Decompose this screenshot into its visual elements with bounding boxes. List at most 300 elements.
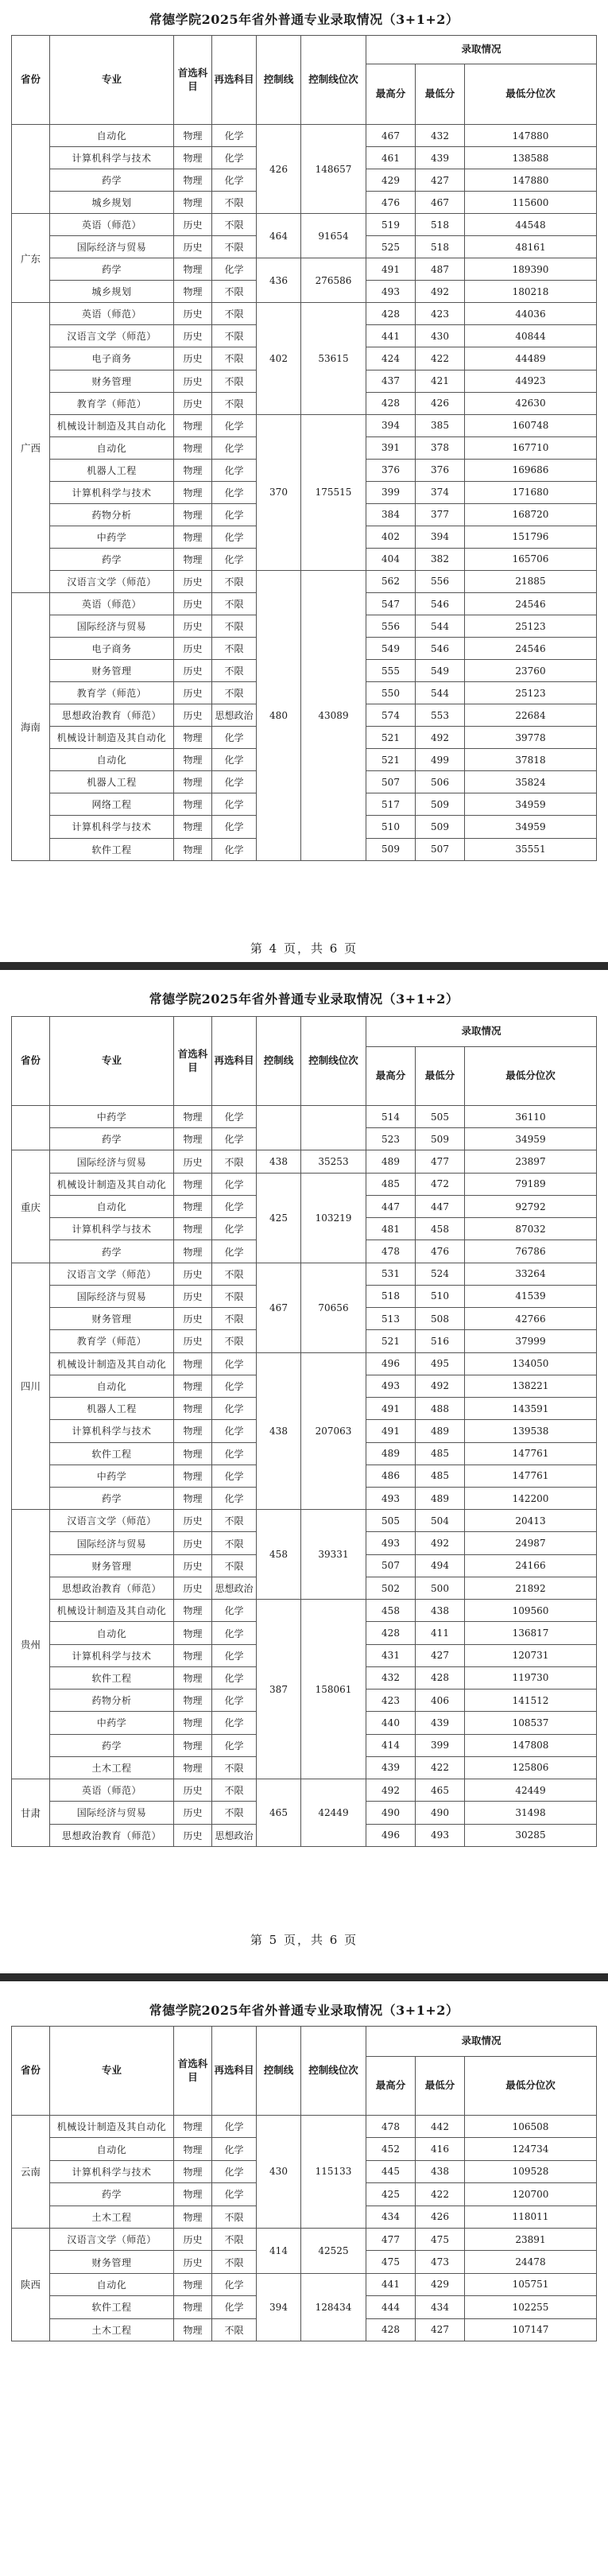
first-subject-cell: 历史	[174, 325, 212, 347]
header-max-score: 最高分	[366, 1047, 416, 1106]
control-rank-cell: 35253	[301, 1150, 366, 1173]
min-score-cell: 489	[416, 1487, 465, 1509]
min-rank-cell: 143591	[465, 1398, 597, 1420]
header-max-score: 最高分	[366, 64, 416, 125]
min-rank-cell: 42766	[465, 1308, 597, 1330]
max-score-cell: 510	[366, 816, 416, 838]
max-score-cell: 505	[366, 1510, 416, 1532]
second-subject-cell: 不限	[212, 1554, 257, 1577]
first-subject-cell: 物理	[174, 1734, 212, 1756]
major-cell: 软件工程	[50, 2296, 174, 2318]
control-rank-cell: 148657	[301, 125, 366, 214]
max-score-cell: 491	[366, 1420, 416, 1442]
control-line-cell: 436	[257, 258, 301, 303]
major-cell: 机器人工程	[50, 771, 174, 793]
min-score-cell: 428	[416, 1666, 465, 1689]
max-score-cell: 399	[366, 481, 416, 503]
second-subject-cell: 不限	[212, 1285, 257, 1307]
page-footer: 第 4 页，共 6 页	[250, 941, 358, 956]
min-rank-cell: 147808	[465, 1734, 597, 1756]
header-control-rank: 控制线位次	[301, 1017, 366, 1106]
first-subject-cell: 物理	[174, 414, 212, 436]
min-rank-cell: 138221	[465, 1375, 597, 1397]
max-score-cell: 491	[366, 1398, 416, 1420]
min-score-cell: 394	[416, 526, 465, 548]
min-score-cell: 544	[416, 682, 465, 704]
max-score-cell: 496	[366, 1824, 416, 1846]
major-cell: 机械设计制造及其自动化	[50, 1173, 174, 1195]
max-score-cell: 425	[366, 2183, 416, 2206]
control-line-cell: 464	[257, 214, 301, 258]
first-subject-cell: 物理	[174, 727, 212, 749]
page-title: 常德学院2025年省外普通专业录取情况（3+1+2）	[149, 2003, 459, 2018]
second-subject-cell: 化学	[212, 169, 257, 192]
first-subject-cell: 历史	[174, 638, 212, 660]
second-subject-cell: 不限	[212, 682, 257, 704]
first-subject-cell: 物理	[174, 125, 212, 147]
min-rank-cell: 119730	[465, 1666, 597, 1689]
second-subject-cell: 化学	[212, 2183, 257, 2206]
max-score-cell: 556	[366, 615, 416, 638]
table-row	[12, 1352, 597, 1375]
control-rank-cell	[301, 1106, 366, 1150]
header-major: 专业	[50, 2027, 174, 2116]
control-line-cell: 458	[257, 1510, 301, 1600]
control-rank-cell: 42525	[301, 2228, 366, 2273]
header-min-score: 最低分	[416, 2057, 465, 2116]
max-score-cell: 485	[366, 1173, 416, 1195]
second-subject-cell: 化学	[212, 258, 257, 281]
min-score-cell: 509	[416, 1128, 465, 1150]
first-subject-cell: 物理	[174, 2138, 212, 2160]
min-score-cell: 492	[416, 1375, 465, 1397]
min-rank-cell: 31498	[465, 1802, 597, 1824]
min-rank-cell: 102255	[465, 2296, 597, 2318]
max-score-cell: 492	[366, 1779, 416, 1802]
admission-table	[11, 2026, 597, 2341]
table-row	[12, 414, 597, 436]
second-subject-cell: 不限	[212, 392, 257, 414]
first-subject-cell: 物理	[174, 1690, 212, 1712]
min-score-cell: 438	[416, 2160, 465, 2182]
second-subject-cell: 不限	[212, 2251, 257, 2273]
min-score-cell: 476	[416, 1240, 465, 1263]
second-subject-cell: 化学	[212, 1106, 257, 1128]
major-cell: 思想政治教育（师范）	[50, 704, 174, 727]
control-line-cell: 465	[257, 1779, 301, 1847]
table-row	[12, 570, 597, 592]
major-cell: 土木工程	[50, 2318, 174, 2341]
header-min-rank: 最低分位次	[465, 2057, 597, 2116]
max-score-cell: 502	[366, 1577, 416, 1599]
max-score-cell: 431	[366, 1644, 416, 1666]
min-rank-cell: 171680	[465, 481, 597, 503]
first-subject-cell: 物理	[174, 793, 212, 816]
major-cell: 电子商务	[50, 638, 174, 660]
control-rank-cell: 175515	[301, 414, 366, 570]
min-rank-cell: 36110	[465, 1106, 597, 1128]
second-subject-cell: 不限	[212, 1308, 257, 1330]
control-rank-cell: 115133	[301, 2116, 366, 2229]
min-rank-cell: 37818	[465, 749, 597, 771]
min-score-cell: 429	[416, 2273, 465, 2295]
major-cell: 药学	[50, 548, 174, 570]
page-title: 常德学院2025年省外普通专业录取情况（3+1+2）	[149, 12, 459, 27]
second-subject-cell: 不限	[212, 1263, 257, 1285]
province-cell: 广东	[12, 214, 50, 303]
first-subject-cell: 历史	[174, 570, 212, 592]
second-subject-cell: 不限	[212, 281, 257, 303]
major-cell: 土木工程	[50, 2206, 174, 2228]
max-score-cell: 523	[366, 1128, 416, 1150]
province-cell: 云南	[12, 2116, 50, 2229]
second-subject-cell: 化学	[212, 838, 257, 860]
second-subject-cell: 不限	[212, 615, 257, 638]
admission-table	[11, 1016, 597, 1847]
min-rank-cell: 24546	[465, 638, 597, 660]
max-score-cell: 432	[366, 1666, 416, 1689]
first-subject-cell: 历史	[174, 682, 212, 704]
min-score-cell: 510	[416, 1285, 465, 1307]
first-subject-cell: 历史	[174, 1779, 212, 1802]
header-major: 专业	[50, 36, 174, 125]
max-score-cell: 404	[366, 548, 416, 570]
min-rank-cell: 34959	[465, 816, 597, 838]
table-row	[12, 1173, 597, 1195]
province-cell	[12, 1106, 50, 1150]
min-score-cell: 406	[416, 1690, 465, 1712]
first-subject-cell: 物理	[174, 2273, 212, 2295]
header-province: 省份	[12, 2027, 50, 2116]
min-rank-cell: 33264	[465, 1263, 597, 1285]
major-cell: 计算机科学与技术	[50, 481, 174, 503]
control-rank-cell: 42449	[301, 1779, 366, 1847]
major-cell: 电子商务	[50, 347, 174, 370]
max-score-cell: 428	[366, 392, 416, 414]
min-rank-cell: 151796	[465, 526, 597, 548]
control-line-cell: 480	[257, 570, 301, 860]
second-subject-cell: 化学	[212, 1352, 257, 1375]
table-row	[12, 1779, 597, 1802]
max-score-cell: 477	[366, 2228, 416, 2250]
min-score-cell: 442	[416, 2116, 465, 2138]
major-cell: 汉语言文学（师范）	[50, 1510, 174, 1532]
min-score-cell: 492	[416, 281, 465, 303]
max-score-cell: 423	[366, 1690, 416, 1712]
control-line-cell: 438	[257, 1150, 301, 1173]
major-cell: 药物分析	[50, 503, 174, 526]
min-rank-cell: 115600	[465, 192, 597, 214]
min-score-cell: 516	[416, 1330, 465, 1352]
max-score-cell: 384	[366, 503, 416, 526]
min-score-cell: 439	[416, 147, 465, 169]
min-rank-cell: 169686	[465, 459, 597, 481]
min-score-cell: 427	[416, 1644, 465, 1666]
min-score-cell: 458	[416, 1218, 465, 1240]
second-subject-cell: 化学	[212, 125, 257, 147]
max-score-cell: 476	[366, 192, 416, 214]
page-footer: 第 5 页，共 6 页	[250, 1933, 358, 1947]
min-score-cell: 544	[416, 615, 465, 638]
control-line-cell	[257, 1106, 301, 1150]
major-cell: 教育学（师范）	[50, 682, 174, 704]
min-score-cell: 374	[416, 481, 465, 503]
major-cell: 药学	[50, 1240, 174, 1263]
major-cell: 计算机科学与技术	[50, 147, 174, 169]
control-line-cell: 394	[257, 2273, 301, 2341]
major-cell: 自动化	[50, 2273, 174, 2295]
max-score-cell: 517	[366, 793, 416, 816]
max-score-cell: 507	[366, 771, 416, 793]
min-score-cell: 399	[416, 1734, 465, 1756]
max-score-cell: 478	[366, 1240, 416, 1263]
header-control-rank: 控制线位次	[301, 2027, 366, 2116]
control-rank-cell: 276586	[301, 258, 366, 303]
major-cell: 自动化	[50, 2138, 174, 2160]
first-subject-cell: 历史	[174, 1308, 212, 1330]
first-subject-cell: 物理	[174, 459, 212, 481]
second-subject-cell: 不限	[212, 325, 257, 347]
second-subject-cell: 不限	[212, 236, 257, 258]
min-rank-cell: 23891	[465, 2228, 597, 2250]
control-line-cell: 426	[257, 125, 301, 214]
table-row	[12, 1600, 597, 1622]
page-divider	[0, 1973, 608, 1981]
province-cell: 甘肃	[12, 1779, 50, 1847]
min-score-cell: 506	[416, 771, 465, 793]
province-cell: 海南	[12, 592, 50, 860]
max-score-cell: 424	[366, 347, 416, 370]
header-max-score: 最高分	[366, 2057, 416, 2116]
major-cell: 药学	[50, 258, 174, 281]
max-score-cell: 437	[366, 370, 416, 392]
header-major: 专业	[50, 1017, 174, 1106]
min-rank-cell: 107147	[465, 2318, 597, 2341]
major-cell: 财务管理	[50, 1308, 174, 1330]
first-subject-cell: 物理	[174, 771, 212, 793]
major-cell: 英语（师范）	[50, 1779, 174, 1802]
header-first-subject: 首选科目	[174, 1017, 212, 1106]
first-subject-cell: 物理	[174, 1106, 212, 1128]
min-score-cell: 422	[416, 347, 465, 370]
max-score-cell: 491	[366, 258, 416, 281]
second-subject-cell: 不限	[212, 214, 257, 236]
table-row	[12, 214, 597, 236]
max-score-cell: 521	[366, 1330, 416, 1352]
first-subject-cell: 物理	[174, 1173, 212, 1195]
max-score-cell: 562	[366, 570, 416, 592]
first-subject-cell: 物理	[174, 1465, 212, 1487]
max-score-cell: 489	[366, 1150, 416, 1173]
min-rank-cell: 168720	[465, 503, 597, 526]
min-rank-cell: 22684	[465, 704, 597, 727]
major-cell: 教育学（师范）	[50, 1330, 174, 1352]
first-subject-cell: 历史	[174, 704, 212, 727]
major-cell: 网络工程	[50, 793, 174, 816]
second-subject-cell: 化学	[212, 1622, 257, 1644]
min-rank-cell: 44036	[465, 303, 597, 325]
major-cell: 国际经济与贸易	[50, 1802, 174, 1824]
first-subject-cell: 历史	[174, 303, 212, 325]
min-score-cell: 524	[416, 1263, 465, 1285]
second-subject-cell: 化学	[212, 1195, 257, 1217]
min-rank-cell: 109560	[465, 1600, 597, 1622]
major-cell: 汉语言文学（师范）	[50, 325, 174, 347]
major-cell: 国际经济与贸易	[50, 1285, 174, 1307]
header-second-subject: 再选科目	[212, 36, 257, 125]
second-subject-cell: 化学	[212, 1690, 257, 1712]
second-subject-cell: 化学	[212, 727, 257, 749]
control-rank-cell: 128434	[301, 2273, 366, 2341]
control-rank-cell: 53615	[301, 303, 366, 414]
header-admission: 录取情况	[366, 1017, 597, 1047]
major-cell: 自动化	[50, 749, 174, 771]
first-subject-cell: 历史	[174, 1263, 212, 1285]
min-score-cell: 489	[416, 1420, 465, 1442]
header-province: 省份	[12, 36, 50, 125]
max-score-cell: 444	[366, 2296, 416, 2318]
min-rank-cell: 120700	[465, 2183, 597, 2206]
max-score-cell: 376	[366, 459, 416, 481]
max-score-cell: 428	[366, 1622, 416, 1644]
min-rank-cell: 48161	[465, 236, 597, 258]
control-line-cell: 430	[257, 2116, 301, 2229]
major-cell: 计算机科学与技术	[50, 1420, 174, 1442]
first-subject-cell: 物理	[174, 169, 212, 192]
control-rank-cell: 43089	[301, 570, 366, 860]
province-cell: 重庆	[12, 1150, 50, 1263]
min-rank-cell: 147880	[465, 169, 597, 192]
second-subject-cell: 化学	[212, 2160, 257, 2182]
second-subject-cell: 化学	[212, 1666, 257, 1689]
first-subject-cell: 物理	[174, 2296, 212, 2318]
min-score-cell: 378	[416, 436, 465, 459]
min-score-cell: 439	[416, 1712, 465, 1734]
first-subject-cell: 物理	[174, 1622, 212, 1644]
second-subject-cell: 不限	[212, 370, 257, 392]
second-subject-cell: 化学	[212, 1712, 257, 1734]
control-line-cell: 414	[257, 2228, 301, 2273]
second-subject-cell: 化学	[212, 503, 257, 526]
min-score-cell: 492	[416, 1532, 465, 1554]
min-rank-cell: 40844	[465, 325, 597, 347]
min-score-cell: 493	[416, 1824, 465, 1846]
header-min-rank: 最低分位次	[465, 64, 597, 125]
table-row	[12, 303, 597, 325]
min-score-cell: 434	[416, 2296, 465, 2318]
max-score-cell: 475	[366, 2251, 416, 2273]
min-rank-cell: 136817	[465, 1622, 597, 1644]
first-subject-cell: 历史	[174, 1554, 212, 1577]
min-score-cell: 495	[416, 1352, 465, 1375]
major-cell: 机械设计制造及其自动化	[50, 1600, 174, 1622]
second-subject-cell: 化学	[212, 1442, 257, 1465]
table-row	[12, 1263, 597, 1285]
min-rank-cell: 24478	[465, 2251, 597, 2273]
second-subject-cell: 化学	[212, 1600, 257, 1622]
second-subject-cell: 化学	[212, 548, 257, 570]
table-row	[12, 1510, 597, 1532]
min-score-cell: 500	[416, 1577, 465, 1599]
second-subject-cell: 思想政治	[212, 704, 257, 727]
second-subject-cell: 化学	[212, 2138, 257, 2160]
min-rank-cell: 41539	[465, 1285, 597, 1307]
max-score-cell: 490	[366, 1802, 416, 1824]
major-cell: 药学	[50, 169, 174, 192]
first-subject-cell: 物理	[174, 1487, 212, 1509]
control-rank-cell: 39331	[301, 1510, 366, 1600]
min-score-cell: 490	[416, 1802, 465, 1824]
min-rank-cell: 76786	[465, 1240, 597, 1263]
control-rank-cell: 70656	[301, 1263, 366, 1352]
first-subject-cell: 历史	[174, 347, 212, 370]
min-rank-cell: 42630	[465, 392, 597, 414]
min-rank-cell: 25123	[465, 615, 597, 638]
header-admission: 录取情况	[366, 2027, 597, 2057]
min-score-cell: 485	[416, 1442, 465, 1465]
first-subject-cell: 历史	[174, 1150, 212, 1173]
control-line-cell: 402	[257, 303, 301, 414]
first-subject-cell: 物理	[174, 2160, 212, 2182]
min-rank-cell: 138588	[465, 147, 597, 169]
min-rank-cell: 180218	[465, 281, 597, 303]
major-cell: 机械设计制造及其自动化	[50, 727, 174, 749]
first-subject-cell: 物理	[174, 1128, 212, 1150]
second-subject-cell: 化学	[212, 2116, 257, 2138]
min-rank-cell: 20413	[465, 1510, 597, 1532]
second-subject-cell: 思想政治	[212, 1577, 257, 1599]
min-rank-cell: 44923	[465, 370, 597, 392]
first-subject-cell: 物理	[174, 1644, 212, 1666]
max-score-cell: 493	[366, 281, 416, 303]
min-score-cell: 549	[416, 660, 465, 682]
min-rank-cell: 44489	[465, 347, 597, 370]
major-cell: 英语（师范）	[50, 592, 174, 615]
min-score-cell: 499	[416, 749, 465, 771]
major-cell: 机械设计制造及其自动化	[50, 1352, 174, 1375]
major-cell: 思想政治教育（师范）	[50, 1577, 174, 1599]
max-score-cell: 434	[366, 2206, 416, 2228]
second-subject-cell: 不限	[212, 2228, 257, 2250]
control-line-cell: 425	[257, 1173, 301, 1263]
min-score-cell: 509	[416, 816, 465, 838]
table-row	[12, 2116, 597, 2138]
second-subject-cell: 不限	[212, 1510, 257, 1532]
second-subject-cell: 不限	[212, 2206, 257, 2228]
major-cell: 计算机科学与技术	[50, 2160, 174, 2182]
min-score-cell: 421	[416, 370, 465, 392]
major-cell: 药学	[50, 1734, 174, 1756]
second-subject-cell: 化学	[212, 414, 257, 436]
major-cell: 国际经济与贸易	[50, 1150, 174, 1173]
control-line-cell: 387	[257, 1600, 301, 1779]
min-score-cell: 422	[416, 1756, 465, 1779]
province-cell: 四川	[12, 1263, 50, 1510]
min-rank-cell: 23760	[465, 660, 597, 682]
min-score-cell: 411	[416, 1622, 465, 1644]
control-line-cell: 370	[257, 414, 301, 570]
second-subject-cell: 不限	[212, 1779, 257, 1802]
min-score-cell: 432	[416, 125, 465, 147]
max-score-cell: 509	[366, 838, 416, 860]
second-subject-cell: 化学	[212, 526, 257, 548]
major-cell: 自动化	[50, 1375, 174, 1397]
first-subject-cell: 物理	[174, 816, 212, 838]
major-cell: 财务管理	[50, 1554, 174, 1577]
first-subject-cell: 历史	[174, 1802, 212, 1824]
max-score-cell: 521	[366, 727, 416, 749]
first-subject-cell: 物理	[174, 147, 212, 169]
